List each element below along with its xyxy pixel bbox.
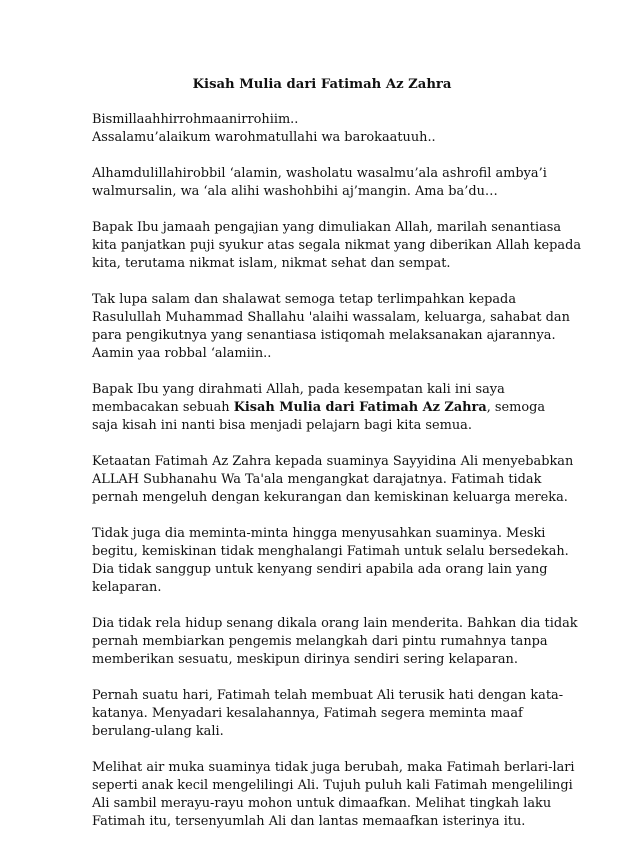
paragraph-line: Bismillaahhirrohmaanirrohiim..: [92, 112, 299, 127]
paragraph-line: katanya. Menyadari kesalahannya, Fatimah segera meminta maaf: [92, 706, 523, 721]
paragraph-line: Dia tidak sanggup untuk kenyang sendiri apabila ada orang lain yang: [92, 562, 548, 577]
paragraph-line: Aamin yaa robbal ‘alamiin..: [92, 346, 272, 361]
paragraph-introduction: [92, 381, 552, 435]
paragraph-forgiveness: [92, 759, 575, 831]
paragraph-line: pernah mengeluh dengan kekurangan dan kemiskinan keluarga mereka.: [92, 490, 568, 505]
paragraph-apology: [92, 687, 564, 741]
paragraph-gratitude: [92, 219, 582, 273]
paragraph-compassion: [92, 615, 578, 669]
paragraph-line: [92, 399, 552, 417]
paragraph-charity: [92, 525, 569, 597]
paragraph-line: Fatimah itu, tersenyumlah Ali dan lantas memaafkan isterinya itu.: [92, 814, 526, 829]
paragraph-line: seperti anak kecil mengelilingi Ali. Tujuh puluh kali Fatimah mengelilingi: [92, 778, 573, 793]
paragraph-line: Tak lupa salam dan shalawat semoga tetap terlimpahkan kepada: [92, 292, 516, 307]
line-text: membacakan sebuah: [92, 400, 234, 415]
paragraph-line: Ketaatan Fatimah Az Zahra kepada suaminya Sayyidina Ali menyebabkan: [92, 454, 574, 469]
paragraph-line: Bapak Ibu yang dirahmati Allah, pada kesempatan kali ini saya: [92, 382, 505, 397]
paragraph-line: Pernah suatu hari, Fatimah telah membuat Ali terusik hati dengan kata-: [92, 688, 564, 703]
document-page: [92, 76, 582, 849]
paragraph-line: Bapak Ibu jamaah pengajian yang dimuliakan Allah, marilah senantiasa: [92, 220, 562, 235]
paragraph-line: Alhamdulillahirobbil ‘alamin, washolatu wasalmu’ala ashrofil ambya’i: [92, 166, 547, 181]
paragraph-line: saja kisah ini nanti bisa menjadi pelajarn bagi kita semua.: [92, 418, 472, 433]
paragraph-obedience: [92, 453, 574, 507]
paragraph-line: pernah membiarkan pengemis melangkah dari pintu rumahnya tanpa: [92, 634, 548, 649]
paragraph-line: Rasulullah Muhammad Shallahu 'alaihi wassalam, keluarga, sahabat dan: [92, 310, 570, 325]
paragraph-opening-prayer: [92, 165, 552, 201]
paragraph-line: Dia tidak rela hidup senang dikala orang lain menderita. Bahkan dia tidak: [92, 616, 578, 631]
paragraph-line: kelaparan.: [92, 580, 162, 595]
paragraph-line: Tidak juga dia meminta-minta hingga menyusahkan suaminya. Meski: [92, 526, 546, 541]
paragraph-line: kita, terutama nikmat islam, nikmat sehat dan sempat.: [92, 256, 451, 271]
line-text: , semoga: [486, 400, 546, 415]
paragraph-line: Ali sambil merayu-rayu mohon untuk dimaafkan. Melihat tingkah laku: [92, 796, 552, 811]
paragraph-greeting: [92, 111, 552, 147]
paragraph-line: para pengikutnya yang senantiasa istiqomah melaksanakan ajarannya.: [92, 328, 556, 343]
document-title: Kisah Mulia dari Fatimah Az Zahra: [192, 77, 452, 92]
paragraph-line: berulang-ulang kali.: [92, 724, 224, 739]
paragraph-line: memberikan sesuatu, meskipun dirinya sendiri sering kelaparan.: [92, 652, 518, 667]
paragraph-line: walmursalin, wa ‘ala alihi washohbihi aj’mangin. Ama ba’du…: [92, 184, 498, 199]
paragraph-line: ALLAH Subhanahu Wa Ta'ala mengangkat darajatnya. Fatimah tidak: [92, 472, 542, 487]
story-title-bold: Kisah Mulia dari Fatimah Az Zahra: [233, 400, 487, 415]
paragraph-line: Assalamu’alaikum warohmatullahi wa barokaatuuh..: [92, 130, 436, 145]
paragraph-line: kita panjatkan puji syukur atas segala nikmat yang diberikan Allah kepada: [92, 238, 582, 253]
paragraph-line: begitu, kemiskinan tidak menghalangi Fatimah untuk selalu bersedekah.: [92, 544, 569, 559]
paragraph-shalawat: [92, 291, 570, 363]
paragraph-line: Melihat air muka suaminya tidak juga berubah, maka Fatimah berlari-lari: [92, 760, 575, 775]
